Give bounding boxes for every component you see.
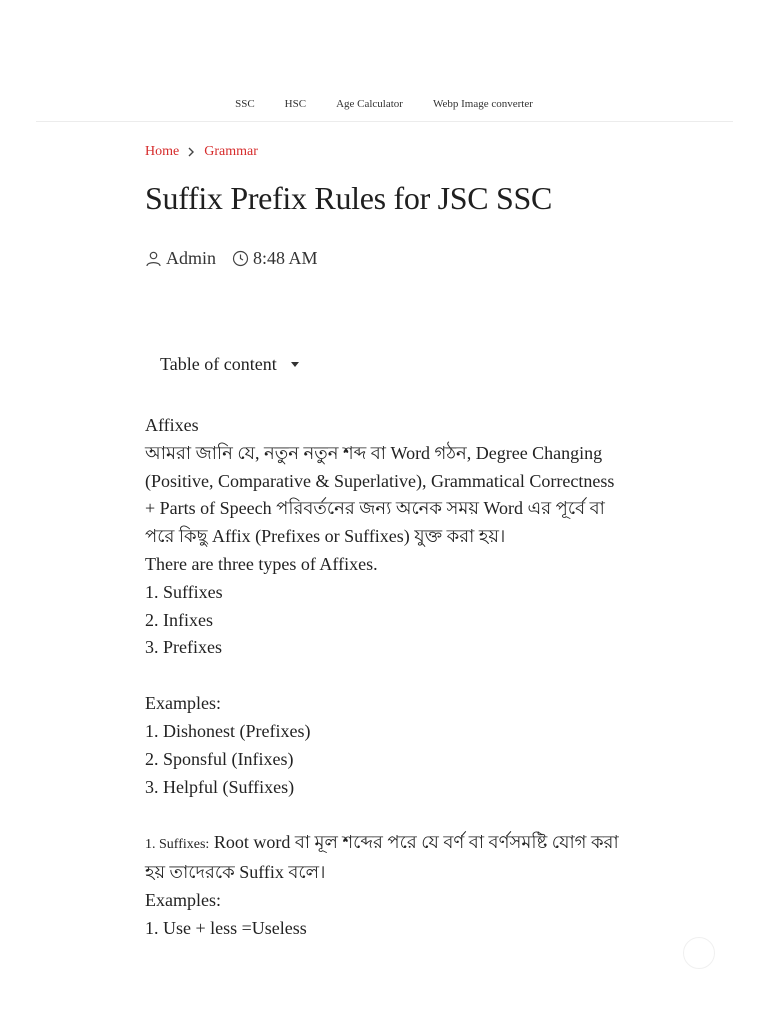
list-item: 3. Prefixes xyxy=(145,637,222,658)
list-item: 2. Sponsful (Infixes) xyxy=(145,748,294,769)
top-navigation xyxy=(0,94,768,114)
page-title: Suffix Prefix Rules for JSC SSC xyxy=(145,180,553,216)
nav-link-hsc[interactable]: HSC xyxy=(284,98,307,110)
article-body xyxy=(145,412,620,943)
post-author[interactable] xyxy=(145,248,216,269)
table-of-content-toggle[interactable] xyxy=(160,354,299,375)
list-item: 1. Dishonest (Prefixes) xyxy=(145,720,311,741)
list-item: 1. Use + less =Useless xyxy=(145,917,307,938)
examples-label: Examples: xyxy=(145,693,221,714)
suffix-definition-block xyxy=(145,829,620,887)
clock-icon xyxy=(232,250,249,267)
suffix-definition: Root word বা মূল শব্দের পরে যে বর্ণ বা বর্ণসমষ্টি যোগ করা হয় তাদেরকে Suffix বলে। xyxy=(145,832,619,883)
breadcrumb-home-link[interactable]: Home xyxy=(145,144,180,159)
user-icon xyxy=(145,250,162,267)
list-item: 3. Helpful (Suffixes) xyxy=(145,776,295,797)
chevron-right-icon xyxy=(187,147,195,157)
affixes-heading: Affixes xyxy=(145,415,199,435)
nav-link-ssc[interactable]: SSC xyxy=(235,98,255,110)
suffix-label: 1. Suffixes: xyxy=(145,837,210,853)
nav-link-webp-converter[interactable]: Webp Image converter xyxy=(432,98,533,110)
types-intro: There are three types of Affixes. xyxy=(145,553,378,574)
nav-link-age-calculator[interactable]: Age Calculator xyxy=(336,98,403,110)
header-divider xyxy=(36,121,733,122)
list-item: 1. Suffixes xyxy=(145,581,223,602)
post-time xyxy=(232,248,318,269)
caret-down-icon xyxy=(291,362,299,367)
toc-label: Table of content xyxy=(160,354,277,374)
post-meta xyxy=(145,248,334,269)
list-item: 2. Infixes xyxy=(145,609,213,630)
author-name: Admin xyxy=(166,248,217,268)
breadcrumb-category-link[interactable]: Grammar xyxy=(204,144,258,159)
affixes-intro: আমরা জানি যে, নতুন নতুন শব্দ বা Word গঠন, Degree Changing (Positive, Comparative & Superlative), Grammatical Correctness + Parts of Speech পরিবর্তনের জন্য অনেক সময় Word এর পূর্বে বা পরে কিছু Affix (Prefixes or Suffixes) যুক্ত করা হয়। xyxy=(145,442,615,547)
breadcrumb xyxy=(145,144,258,160)
post-time-text: 8:48 AM xyxy=(253,248,318,268)
scroll-to-top-button[interactable] xyxy=(683,937,715,969)
examples-label: Examples: xyxy=(145,889,221,910)
